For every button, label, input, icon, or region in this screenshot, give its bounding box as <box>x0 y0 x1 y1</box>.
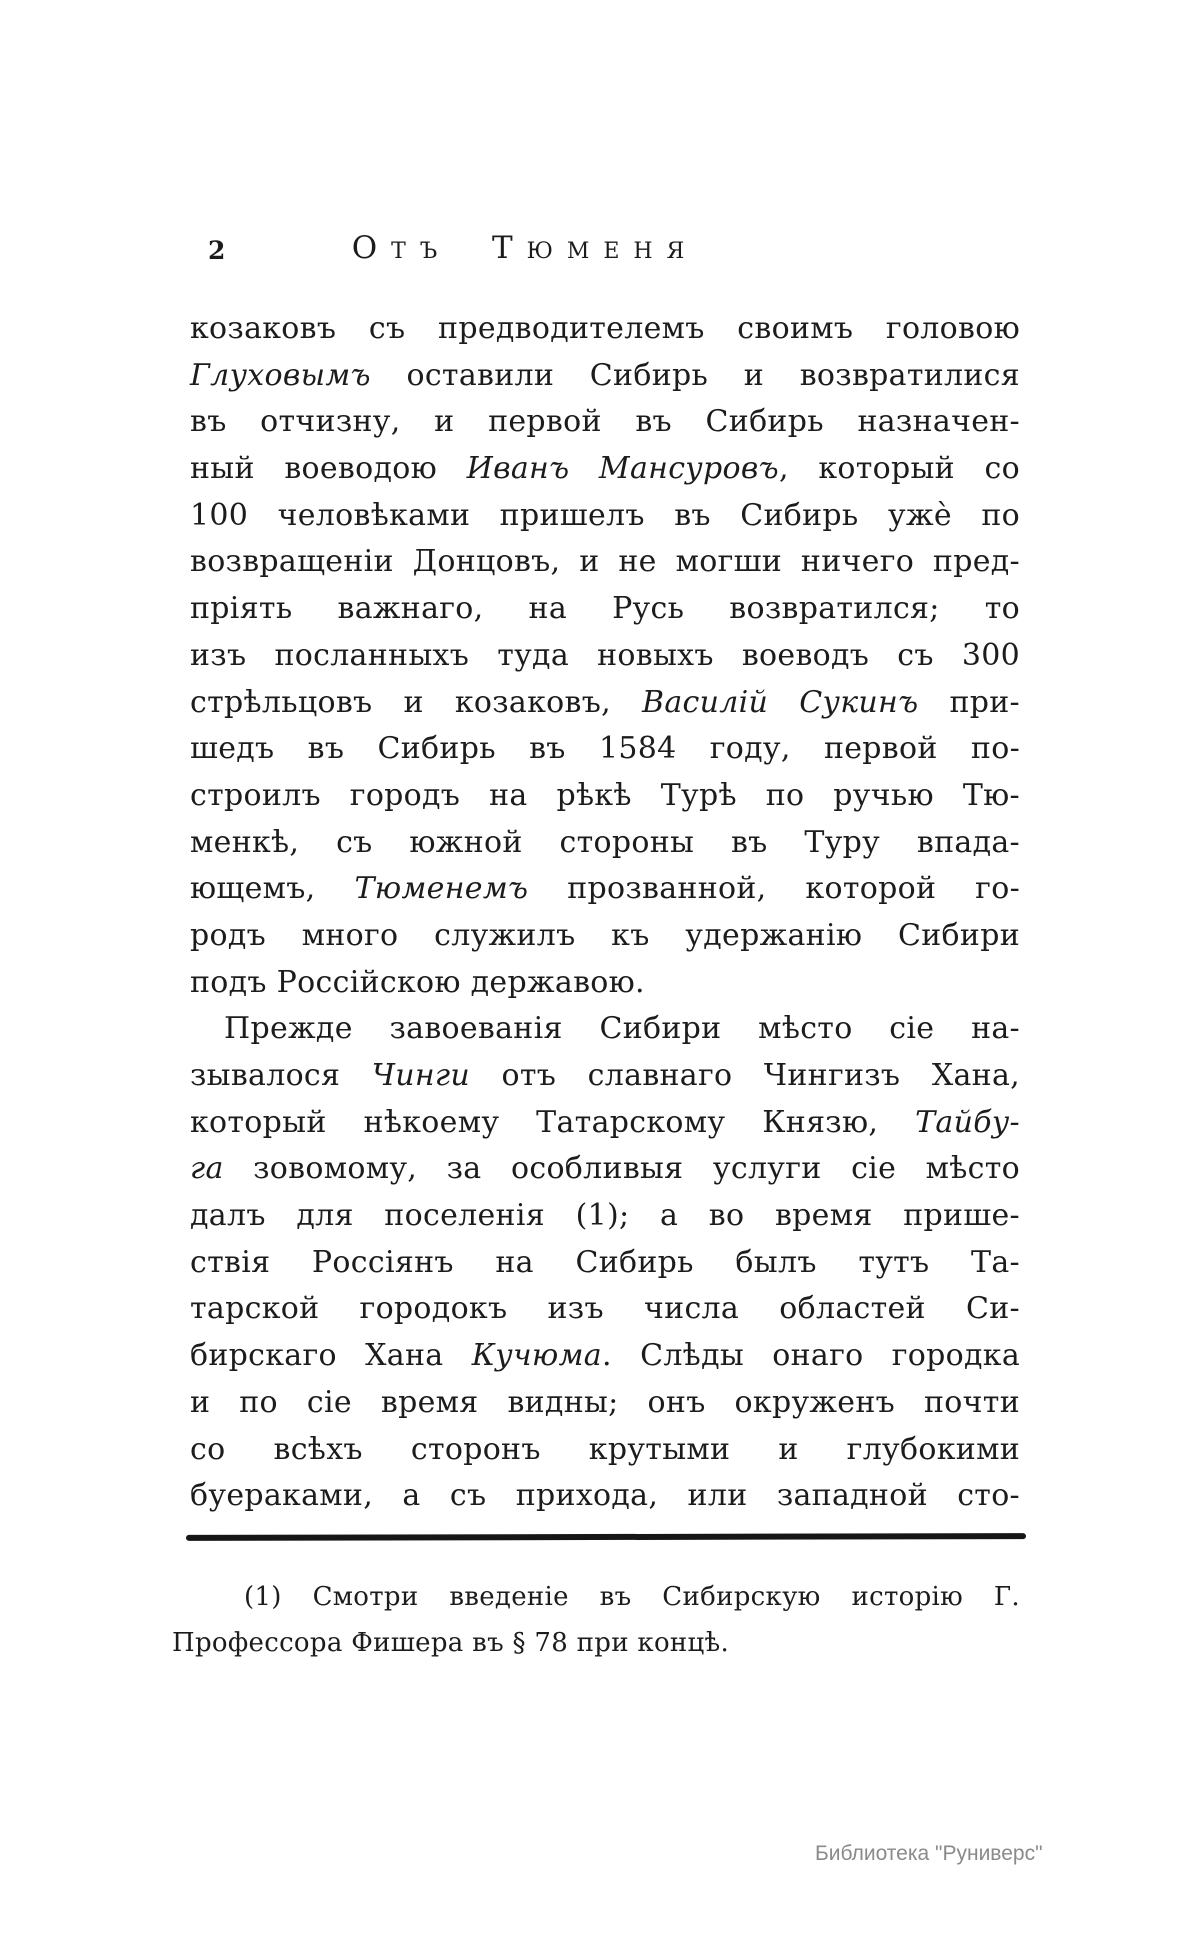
text-run: зывалося <box>190 1058 372 1093</box>
body-text-line <box>190 1193 1020 1240</box>
footnote-line <box>172 1620 1020 1666</box>
italic-text-run: Иванъ Мансуровъ <box>466 451 779 487</box>
text-run: оставили Сибирь и возвратилися <box>370 357 1020 393</box>
body-text-line <box>190 1333 1020 1380</box>
body-text-line <box>190 1146 1020 1193</box>
body-text-line <box>190 1427 1020 1474</box>
text-run: (1) Смотри введеніе въ Сибирскую исторію Г. <box>244 1582 1020 1612</box>
body-text-line <box>190 539 1020 586</box>
body-text <box>190 306 1020 1520</box>
italic-text-run: Глуховымъ <box>190 357 371 393</box>
text-run: родъ много служилъ къ удержанію Сибири <box>190 917 1020 953</box>
body-text-line <box>190 1473 1020 1520</box>
text-run: подъ Россійскою державою. <box>190 964 645 1000</box>
text-run: отъ славнаго Чингизъ Хана, <box>470 1058 1020 1093</box>
body-text-line <box>190 1240 1020 1287</box>
body-text-line <box>190 493 1020 540</box>
body-text-line <box>190 866 1020 913</box>
body-text-line <box>190 680 1020 727</box>
text-run: бирскаго Хана <box>190 1338 472 1374</box>
italic-text-run: Чинги <box>371 1058 471 1093</box>
text-run: въ отчизну, и первой въ Сибирь назначен- <box>190 404 1020 440</box>
italic-text-run: Кучюма <box>471 1338 602 1374</box>
text-run: и по сіе время видны; онъ окруженъ почти <box>190 1384 1020 1420</box>
italic-text-run: Тюменемъ <box>354 871 529 907</box>
text-run: козаковъ съ предводителемъ своимъ головою <box>190 311 1020 346</box>
italic-text-run: га <box>190 1151 224 1187</box>
text-run: . Слѣды онаго городка <box>601 1338 1021 1374</box>
text-run: со всѣхъ сторонъ крутыми и глубокими <box>190 1431 1020 1467</box>
text-run: шедъ въ Сибирь въ 1584 году, первой по- <box>190 731 1020 767</box>
running-title: Отъ Тюменя <box>351 230 699 266</box>
text-run: тарской городокъ изъ числа областей Си- <box>190 1291 1020 1327</box>
body-text-line <box>190 913 1020 960</box>
footnote-line <box>172 1574 1020 1620</box>
text-run: стрѣльцовъ и козаковъ, <box>190 684 642 720</box>
text-run: зовомому, за особливыя услуги сіе мѣсто <box>223 1151 1020 1187</box>
text-run: возвращеніи Донцовъ, и не могши ничего пред- <box>190 544 1020 580</box>
body-text-line <box>190 960 1020 1007</box>
text-run: ный воеводою <box>190 451 467 487</box>
text-run: строилъ городъ на рѣкѣ Турѣ по ручью Тю- <box>190 777 1020 813</box>
text-run: буераками, а съ прихода, или западной сто- <box>190 1478 1020 1514</box>
body-text-line <box>190 586 1020 633</box>
body-text-line <box>190 446 1020 493</box>
italic-text-run: Тайбу- <box>915 1104 1020 1140</box>
text-run: далъ для поселенія (1); а во время прише- <box>190 1198 1020 1234</box>
text-run: изъ посланныхъ туда новыхъ воеводъ съ 300 <box>190 637 1020 673</box>
running-header <box>190 230 1020 266</box>
body-text-line <box>190 306 1020 353</box>
body-text-line <box>190 1286 1020 1333</box>
body-text-line <box>190 1006 1020 1053</box>
footnote-separator-rule <box>186 1533 1026 1541</box>
body-text-line <box>190 633 1020 680</box>
text-run: ствія Россіянъ на Сибирь былъ тутъ Та- <box>190 1244 1020 1280</box>
body-text-line <box>190 1053 1020 1100</box>
italic-text-run: Василій Сукинъ <box>642 684 919 720</box>
body-text-line <box>190 399 1020 446</box>
body-text-line <box>190 1380 1020 1427</box>
text-run: прозванной, которой го- <box>528 871 1021 907</box>
body-text-line <box>190 1100 1020 1147</box>
body-text-line <box>190 353 1020 400</box>
text-run: который нѣкоему Татарскому Князю, <box>190 1104 916 1140</box>
text-run: Профессора Фишера въ § 78 при концѣ. <box>172 1628 730 1658</box>
text-run: ющемъ, <box>190 871 355 907</box>
body-text-line <box>190 773 1020 820</box>
text-run: Прежде завоеванія Сибири мѣсто сіе на- <box>224 1011 1020 1047</box>
footnote <box>172 1574 1020 1666</box>
text-run: при- <box>918 684 1020 720</box>
page-number: 2 <box>208 236 227 265</box>
text-run: менкѣ, съ южной стороны въ Туру впада- <box>190 824 1020 860</box>
text-run: пріять важнаго, на Русь возвратился; то <box>190 591 1020 627</box>
text-run: , который со <box>778 451 1021 487</box>
text-run: 100 человѣками пришелъ въ Сибирь ужѐ по <box>190 497 1020 533</box>
library-watermark: Библиотека "Руниверс" <box>815 1842 1043 1865</box>
body-text-line <box>190 726 1020 773</box>
body-text-line <box>190 820 1020 867</box>
